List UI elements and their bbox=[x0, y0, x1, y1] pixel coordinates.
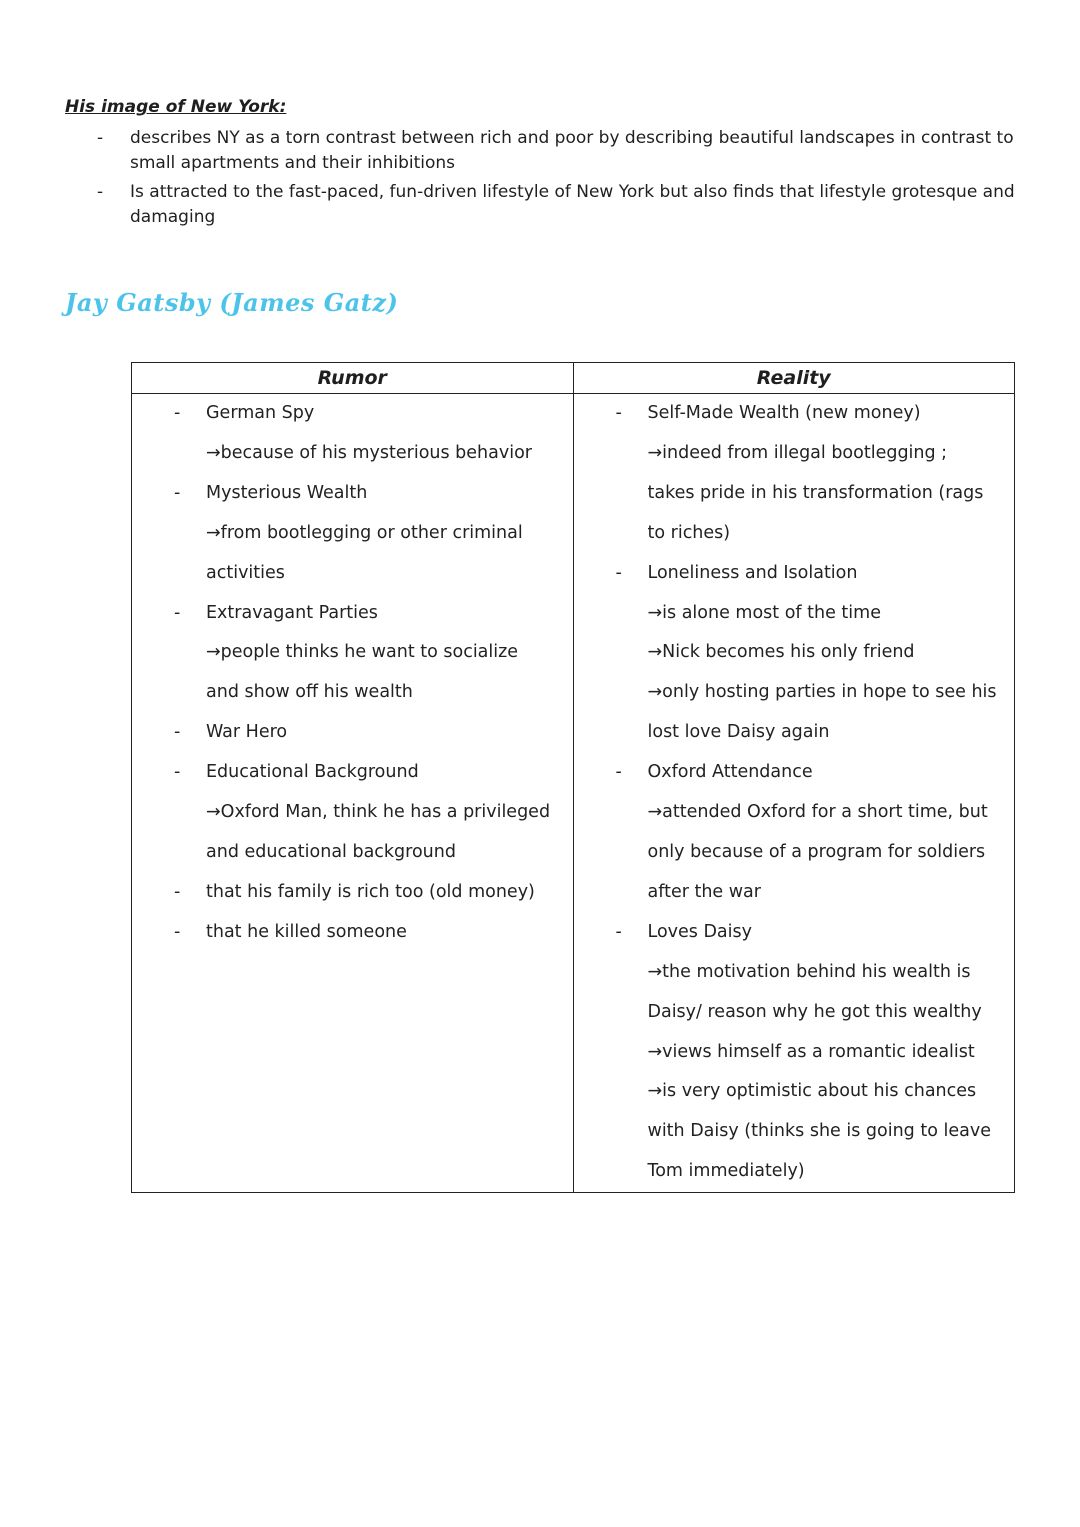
line-text: Oxford Attendance bbox=[647, 762, 813, 783]
list-item bbox=[574, 913, 1015, 953]
list-item bbox=[574, 993, 1015, 1033]
bullet-dash: - bbox=[97, 128, 104, 148]
line-text: →is alone most of the time bbox=[647, 602, 881, 623]
bullet-dash: - bbox=[615, 762, 622, 783]
line-text: and show off his wealth bbox=[206, 682, 413, 703]
line-text: Self-Made Wealth (new money) bbox=[647, 403, 921, 423]
line-text: →people thinks he want to socialize bbox=[206, 642, 519, 663]
list-item bbox=[132, 793, 573, 833]
list-item bbox=[132, 873, 573, 913]
list-item bbox=[574, 633, 1015, 673]
list-item bbox=[132, 394, 573, 434]
line-text: →is very optimistic about his chances bbox=[647, 1081, 977, 1102]
list-item bbox=[574, 514, 1015, 554]
list-item bbox=[574, 394, 1015, 434]
gatsby-section-title: Jay Gatsby (James Gatz) bbox=[65, 288, 399, 317]
line-text: →because of his mysterious behavior bbox=[206, 442, 532, 463]
rumor-reality-table bbox=[131, 362, 1015, 1193]
list-item bbox=[574, 434, 1015, 474]
line-text: that his family is rich too (old money) bbox=[206, 881, 535, 902]
list-item bbox=[574, 1033, 1015, 1073]
line-text: to riches) bbox=[647, 522, 731, 543]
line-text: Loneliness and Isolation bbox=[647, 562, 858, 583]
line-text: →from bootlegging or other criminal bbox=[206, 522, 523, 543]
bullet-dash: - bbox=[174, 403, 181, 423]
list-item bbox=[574, 673, 1015, 713]
line-text: Educational Background bbox=[206, 762, 419, 783]
line-text: Tom immediately) bbox=[647, 1161, 805, 1182]
list-item bbox=[132, 434, 573, 474]
list-item bbox=[132, 474, 573, 514]
line-text: Loves Daisy bbox=[647, 921, 752, 942]
line-text: →Oxford Man, think he has a privileged bbox=[206, 802, 551, 823]
bullet-dash: - bbox=[174, 482, 181, 503]
bullet-dash: - bbox=[615, 403, 622, 423]
table-header-row bbox=[132, 363, 1015, 394]
rumor-column-header: Rumor bbox=[132, 363, 574, 394]
list-item bbox=[132, 633, 573, 673]
bullet-dash: - bbox=[615, 562, 622, 583]
list-item bbox=[132, 713, 573, 753]
table-row bbox=[132, 394, 1015, 1193]
list-item bbox=[574, 594, 1015, 634]
list-item bbox=[574, 833, 1015, 873]
list-item bbox=[0, 126, 1080, 175]
line-text: lost love Daisy again bbox=[647, 722, 830, 743]
list-item bbox=[574, 1112, 1015, 1152]
line-text: →indeed from illegal bootlegging ; bbox=[647, 442, 948, 463]
list-item bbox=[574, 1072, 1015, 1112]
list-item bbox=[132, 594, 573, 634]
bullet-text: describes NY as a torn contrast between rich and poor by describing beautiful landscapes in contrast to small apartments and their inhibitions bbox=[130, 128, 1014, 173]
rumor-cell bbox=[132, 394, 574, 1193]
line-text: and educational background bbox=[206, 841, 456, 862]
line-text: activities bbox=[206, 562, 285, 583]
list-item bbox=[574, 873, 1015, 913]
list-item bbox=[574, 793, 1015, 833]
line-text: →Nick becomes his only friend bbox=[647, 642, 915, 663]
line-text: takes pride in his transformation (rags bbox=[647, 482, 984, 503]
reality-list bbox=[574, 394, 1015, 1192]
line-text: Mysterious Wealth bbox=[206, 482, 368, 503]
list-item bbox=[574, 474, 1015, 514]
bullet-dash: - bbox=[174, 762, 181, 783]
bullet-dash: - bbox=[174, 921, 181, 942]
line-text: only because of a program for soldiers bbox=[647, 841, 986, 862]
line-text: Daisy/ reason why he got this wealthy bbox=[647, 1001, 982, 1022]
line-text: German Spy bbox=[206, 403, 315, 423]
list-item bbox=[574, 554, 1015, 594]
reality-cell bbox=[573, 394, 1015, 1193]
list-item bbox=[132, 753, 573, 793]
line-text: that he killed someone bbox=[206, 921, 407, 942]
new-york-heading: His image of New York: bbox=[65, 97, 287, 117]
bullet-dash: - bbox=[174, 881, 181, 902]
bullet-text: Is attracted to the fast-paced, fun-driven lifestyle of New York but also finds that lifestyle grotesque and damaging bbox=[130, 182, 1015, 227]
list-item bbox=[132, 833, 573, 873]
list-item bbox=[132, 514, 573, 554]
bullet-dash: - bbox=[97, 182, 104, 202]
line-text: War Hero bbox=[206, 722, 288, 743]
line-text: with Daisy (thinks she is going to leave bbox=[647, 1121, 991, 1142]
list-item bbox=[574, 953, 1015, 993]
rumor-list bbox=[132, 394, 573, 953]
line-text: →attended Oxford for a short time, but bbox=[647, 802, 988, 823]
list-item bbox=[132, 554, 573, 594]
reality-column-header: Reality bbox=[573, 363, 1015, 394]
list-item bbox=[132, 673, 573, 713]
line-text: after the war bbox=[647, 881, 761, 902]
line-text: →only hosting parties in hope to see his bbox=[647, 682, 997, 703]
bullet-dash: - bbox=[615, 921, 622, 942]
line-text: →views himself as a romantic idealist bbox=[647, 1041, 975, 1062]
line-text: Extravagant Parties bbox=[206, 602, 378, 623]
list-item bbox=[574, 753, 1015, 793]
line-text: →the motivation behind his wealth is bbox=[647, 961, 971, 982]
list-item bbox=[0, 180, 1080, 229]
list-item bbox=[574, 1152, 1015, 1192]
list-item bbox=[574, 713, 1015, 753]
new-york-bullet-list bbox=[0, 126, 1080, 234]
bullet-dash: - bbox=[174, 602, 181, 623]
list-item bbox=[132, 913, 573, 953]
bullet-dash: - bbox=[174, 722, 181, 743]
